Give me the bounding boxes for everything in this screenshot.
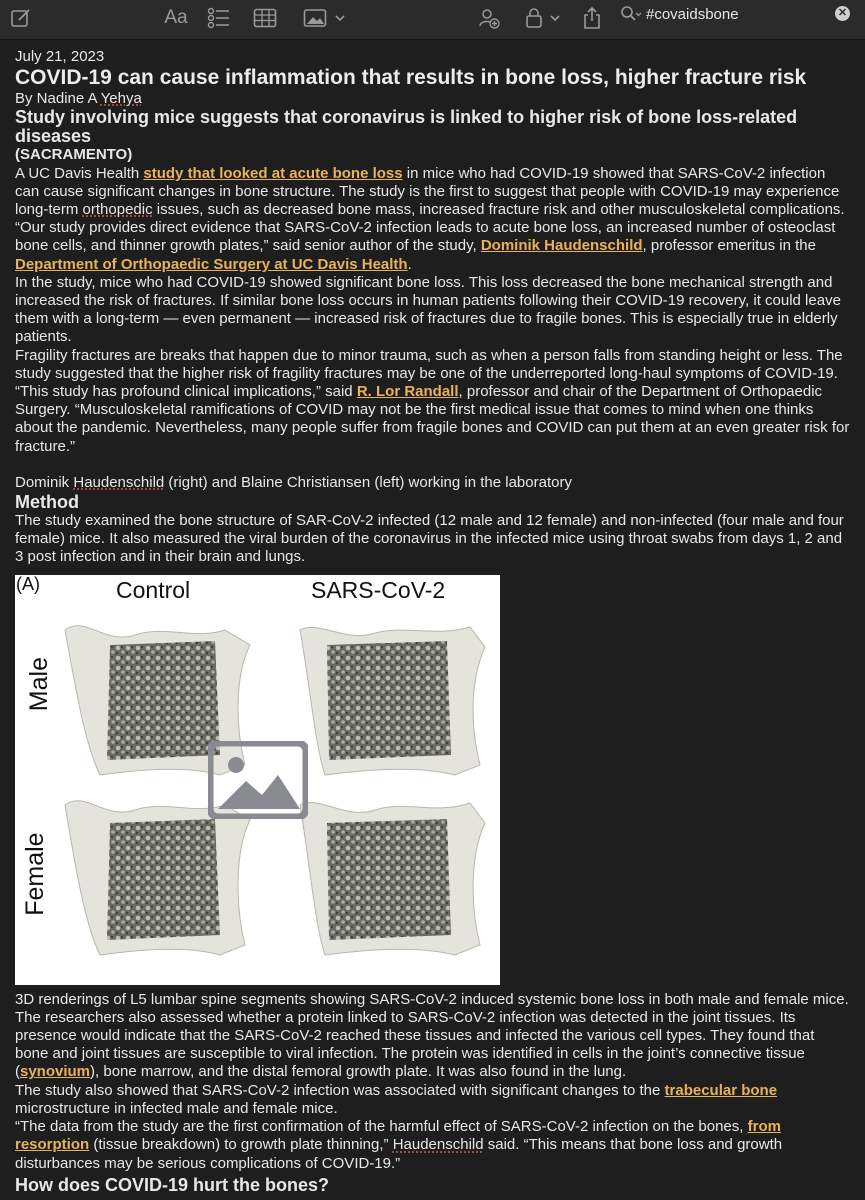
synovium-link[interactable]: synovium (20, 1063, 91, 1081)
lock-icon[interactable] (524, 4, 564, 32)
p1-text-a: A UC Davis Health (15, 164, 144, 182)
p5-text-b: , professor and chair of the Department of Orthopaedic Surgery. “Musculoskeletal ramifications of COVID may not be the first medical issue that comes to mind when one thinks about the pandemic. Nevertheless, many people suffer from fragile bones and COVID can put them at an even greater risk for fracture.” (15, 383, 850, 455)
paragraph-4: Fragility fractures are breaks that happen due to minor trauma, such as when a person falls from standing height or less. The study suggested that the higher risk of fragility fractures may be one of the underreported long-haul symptoms of COVID-19. (15, 346, 843, 382)
p7-text-b: ), bone marrow, and the distal femoral growth plate. It was also found in the lung. (90, 1063, 627, 1081)
p9-text-b: (tissue breakdown) to growth plate thinning,” (89, 1136, 393, 1154)
paragraph-3: In the study, mice who had COVID-19 showed significant bone loss. This loss decreased the bone mechanical strength and increased the risk of fractures. If similar bone loss occurs in human patients following their COVID-19 recovery, it could leave them with a long-term — even permanent — increased risk of fractures due to fragile bones. This is especially true in elderly patients. (15, 273, 841, 346)
study-link[interactable]: study that looked at acute bone loss (143, 164, 403, 182)
note-body[interactable] (0, 40, 865, 1200)
p9-text-c: said. “This means that bone loss and growth disturbances may be serious complications of COVID-19.” (15, 1136, 783, 1172)
p2-text-a: “Our study provides direct evidence that SARS-CoV-2 infection leads to acute bone loss, an increased number of osteoclast bone cells, and thinner growth plates,” said senior author of the study, (15, 219, 836, 255)
media-icon[interactable] (302, 4, 348, 32)
dateline: (SACRAMENTO) (15, 146, 133, 164)
figure-col-control: Control (116, 576, 191, 603)
trabecular-link[interactable]: trabecular bone (664, 1081, 778, 1099)
figure-panel-label: (A) (16, 574, 40, 594)
text-format-icon[interactable]: Aa (164, 7, 188, 28)
blank-line (15, 456, 850, 474)
table-icon[interactable] (252, 4, 278, 32)
clear-icon[interactable]: ✕ (835, 6, 850, 21)
paragraph-8 (15, 1082, 850, 1118)
p8-text-a: The study also showed that SARS-CoV-2 infection was associated with significant changes to the (15, 1081, 665, 1099)
figure-row-female: Female (20, 832, 49, 916)
figure-caption: 3D renderings of L5 lumbar spine segments showing SARS-CoV-2 induced systemic bone loss in both male and female mice. (15, 990, 849, 1008)
p5-text-a: “This study has profound clinical implications,” said (15, 383, 357, 401)
compose-icon[interactable] (8, 4, 34, 32)
search-field[interactable] (614, 2, 860, 26)
paragraph-6: The study examined the bone structure of SAR-CoV-2 infected (12 male and 12 female) and non-infected (four male and four female) mice. It also measured the viral burden of the coronavirus in the infected mice using throat swabs from days 1, 2 and 3 post infection and in their brain and lungs. (15, 512, 844, 566)
p9-spell-word: Haudenschild (392, 1136, 484, 1154)
p9-text-a: “The data from the study are the first confirmation of the harmful effect of SARS-CoV-2 infection on the bones, (15, 1118, 748, 1136)
paragraph-1 (15, 165, 850, 220)
haudenschild-link[interactable]: Dominik Haudenschild (480, 237, 643, 255)
p1-text-c: issues, such as decreased bone mass, increased fracture risk and other musculoskeletal complications. (152, 201, 845, 219)
byline-prefix: By Nadine A (15, 90, 101, 108)
caption1-spell-word: Haudenschild (73, 473, 165, 491)
paragraph-2 (15, 219, 850, 274)
article-subtitle: Study involving mice suggests that coronavirus is linked to higher risk of bone loss-related diseases (15, 107, 798, 147)
notes-toolbar (0, 0, 865, 40)
p7-text-a: The researchers also assessed whether a protein linked to SARS-CoV-2 infection was detected in the joint tissues. Its presence would indicate that the SARS-CoV-2 reached these tissues and infected the various cell types. They found that bone and joint tissues are susceptible to viral infection. The protein was identified in cells in the joint’s connective tissue ( (15, 1008, 815, 1081)
figure-col-sars: SARS-CoV-2 (311, 576, 446, 603)
collaborate-icon[interactable] (476, 4, 502, 32)
method-heading: Method (15, 492, 79, 513)
paragraph-9 (15, 1118, 850, 1173)
p8-text-b: microstructure in infected male and female mice. (15, 1099, 338, 1117)
paragraph-5 (15, 383, 850, 456)
byline-author: Yehya (100, 90, 142, 108)
checklist-icon[interactable] (206, 4, 232, 32)
note-content (15, 48, 850, 1195)
p2-text-b: , professor emeritus in the (642, 237, 816, 255)
figure-row-male: Male (24, 656, 53, 711)
p2-text-c: . (407, 255, 412, 273)
article-date: July 21, 2023 (15, 48, 105, 65)
next-section-heading: How does COVID-19 hurt the bones? (15, 1174, 330, 1195)
department-link[interactable]: Department of Orthopaedic Surgery at UC Davis Health (15, 255, 408, 273)
paragraph-7 (15, 1009, 850, 1082)
resorption-link[interactable]: from resorption (15, 1118, 781, 1154)
article-title: COVID-19 can cause inflammation that results in bone loss, higher fracture risk (15, 66, 807, 90)
search-input[interactable] (646, 6, 826, 23)
p1-text-b: in mice who had COVID-19 showed that SARS-CoV-2 infection can cause significant changes in bone structure. The study is the first to suggest that people with COVID-19 may experience long-term (15, 164, 840, 219)
caption1-text-a: Dominik (15, 473, 74, 491)
photo-caption (15, 474, 850, 492)
randall-link[interactable]: R. Lor Randall (356, 383, 459, 401)
caption1-text-b: (right) and Blaine Christiansen (left) working in the laboratory (164, 473, 572, 491)
search-icon (620, 5, 642, 23)
byline (15, 90, 850, 108)
bone-figure-image[interactable] (15, 575, 500, 985)
image-placeholder-icon (208, 741, 308, 819)
share-icon[interactable] (580, 4, 604, 32)
p1-spell-word: orthopedic (82, 201, 153, 219)
